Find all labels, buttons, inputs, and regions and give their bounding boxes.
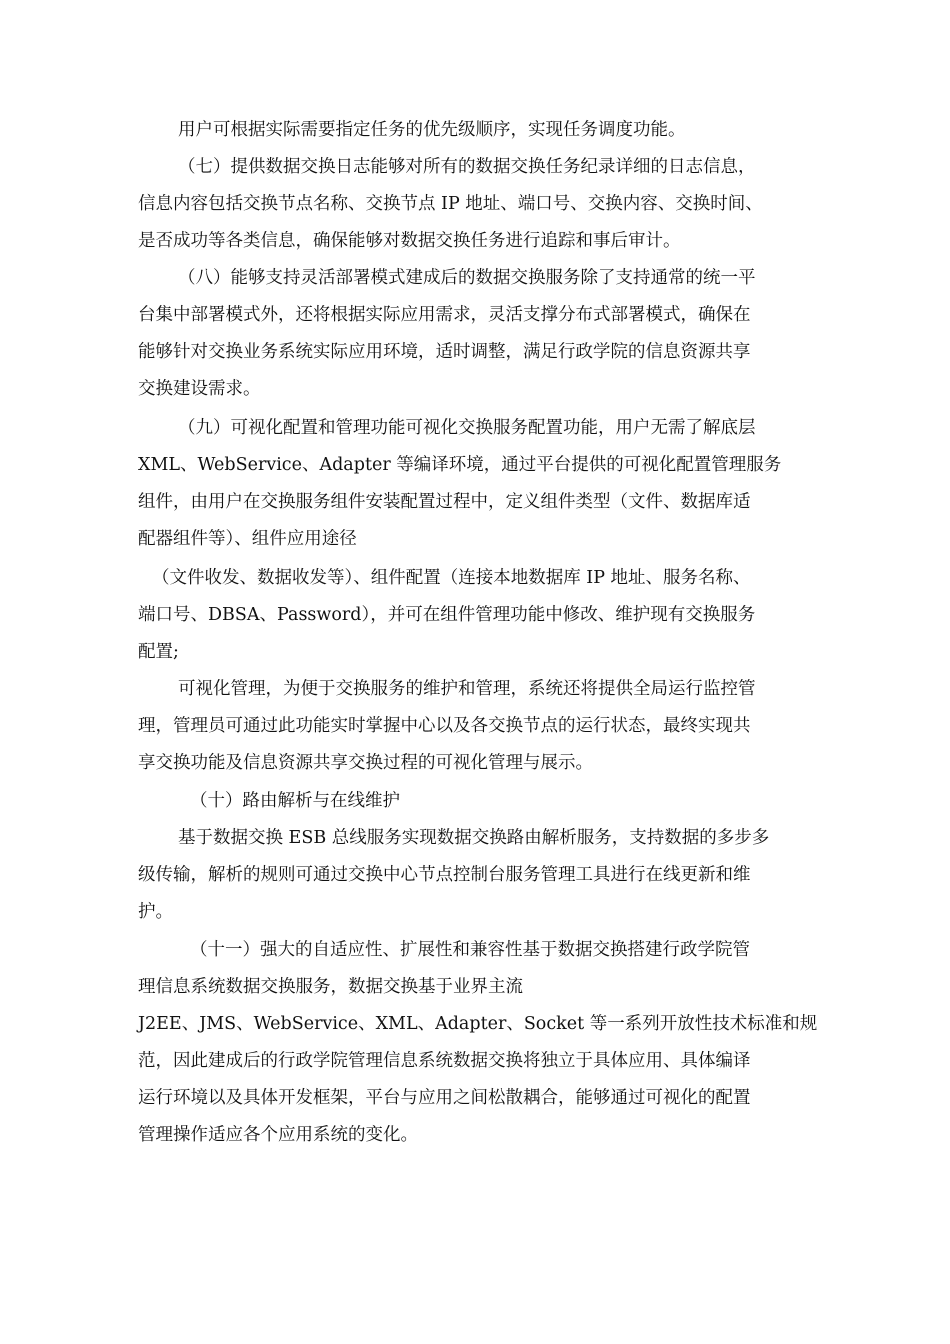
text-line: XML、WebService、Adapter 等编译环境，通过平台提供的可视化配置管理服务 (138, 455, 782, 475)
text-line: 理，管理员可通过此功能实时掌握中心以及各交换节点的运行状态，最终实现共 (138, 716, 751, 736)
text-line: （八）能够支持灵活部署模式建成后的数据交换服务除了支持通常的统一平 (178, 268, 756, 288)
text-line: 组件，由用户在交换服务组件安装配置过程中，定义组件类型（文件、数据库适 (138, 492, 751, 512)
text-line: 管理操作适应各个应用系统的变化。 (138, 1125, 418, 1145)
text-line: 信息内容包括交换节点名称、交换节点 IP 地址、端口号、交换内容、交换时间、 (138, 194, 763, 214)
text-line: 配置; (138, 642, 179, 662)
text-line: 交换建设需求。 (138, 379, 261, 399)
text-line: 护。 (138, 902, 173, 922)
text-line: 理信息系统数据交换服务，数据交换基于业界主流 (138, 977, 523, 997)
text-line: J2EE、JMS、WebService、XML、Adapter、Socket 等一系列开放性技术标准和规 (138, 1014, 818, 1034)
text-line: 能够针对交换业务系统实际应用环境，适时调整，满足行政学院的信息资源共享 (138, 342, 751, 362)
text-line: 用户可根据实际需要指定任务的优先级顺序，实现任务调度功能。 (178, 120, 686, 140)
text-line: 台集中部署模式外，还将根据实际应用需求，灵活支撑分布式部署模式，确保在 (138, 305, 751, 325)
text-line: 享交换功能及信息资源共享交换过程的可视化管理与展示。 (138, 753, 593, 773)
text-line: 级传输，解析的规则可通过交换中心节点控制台服务管理工具进行在线更新和维 (138, 865, 751, 885)
text-line: 配器组件等）、组件应用途径 (138, 529, 357, 549)
text-line: 范，因此建成后的行政学院管理信息系统数据交换将独立于具体应用、具体编译 (138, 1051, 751, 1071)
section-heading: （十）路由解析与在线维护 (190, 791, 400, 811)
text-line: 运行环境以及具体开发框架，平台与应用之间松散耦合，能够通过可视化的配置 (138, 1088, 751, 1108)
text-line: （文件收发、数据收发等）、组件配置（连接本地数据库 IP 地址、服务名称、 (152, 568, 751, 588)
text-line: 可视化管理，为便于交换服务的维护和管理，系统还将提供全局运行监控管 (178, 679, 756, 699)
text-line: （七）提供数据交换日志能够对所有的数据交换任务纪录详细的日志信息， (178, 157, 756, 177)
text-line: 基于数据交换 ESB 总线服务实现数据交换路由解析服务，支持数据的多步多 (178, 828, 770, 848)
text-line: （九）可视化配置和管理功能可视化交换服务配置功能，用户无需了解底层 (178, 418, 756, 438)
text-line: 端口号、DBSA、Password），并可在组件管理功能中修改、维护现有交换服务 (138, 605, 756, 625)
text-line: 是否成功等各类信息，确保能够对数据交换任务进行追踪和事后审计。 (138, 231, 681, 251)
text-line: （十一）强大的自适应性、扩展性和兼容性基于数据交换搭建行政学院管 (190, 940, 750, 960)
